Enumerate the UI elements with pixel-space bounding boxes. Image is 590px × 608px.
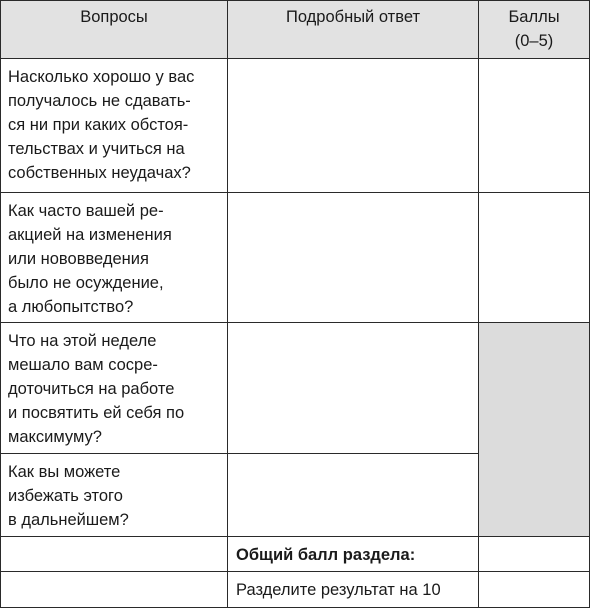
header-score-range: (0–5) bbox=[514, 32, 554, 50]
summary-empty-cell bbox=[1, 572, 228, 608]
table-row bbox=[1, 59, 590, 193]
header-answer-label: Подробный ответ bbox=[285, 8, 420, 26]
header-answer bbox=[228, 1, 479, 59]
summary-empty-cell bbox=[1, 537, 228, 572]
summary-row-total bbox=[1, 537, 590, 572]
summary-row-divide bbox=[1, 572, 590, 608]
score-cell[interactable] bbox=[479, 193, 590, 323]
divide-note-cell bbox=[228, 572, 479, 608]
answer-cell[interactable] bbox=[228, 193, 479, 323]
total-label-cell bbox=[228, 537, 479, 572]
table-row bbox=[1, 323, 590, 454]
answer-cell[interactable] bbox=[228, 323, 479, 454]
question-cell bbox=[1, 59, 228, 193]
divide-note: Разделите результат на 10 bbox=[236, 581, 441, 599]
header-score-label: Баллы bbox=[508, 8, 560, 26]
table-header-row bbox=[1, 1, 590, 59]
question-cell bbox=[1, 454, 228, 537]
final-score-cell[interactable] bbox=[479, 572, 590, 608]
score-cell-shaded bbox=[479, 323, 590, 537]
header-questions-label: Вопросы bbox=[80, 8, 148, 26]
score-cell[interactable] bbox=[479, 59, 590, 193]
question-text: Что на этой неделе мешало вам сосре- доточиться на работе и посвятить ей себя по максимуму? bbox=[8, 332, 185, 446]
question-cell bbox=[1, 193, 228, 323]
table-row bbox=[1, 193, 590, 323]
question-text: Как вы можете избежать этого в дальнейшем? bbox=[8, 463, 129, 529]
total-label: Общий балл раздела: bbox=[236, 546, 416, 564]
header-score bbox=[479, 1, 590, 59]
question-cell bbox=[1, 323, 228, 454]
question-text: Как часто вашей ре- акцией на изменения или нововведения было не осуждение, а любопытство? bbox=[8, 202, 172, 316]
total-score-cell[interactable] bbox=[479, 537, 590, 572]
answer-cell[interactable] bbox=[228, 454, 479, 537]
question-text: Насколько хорошо у вас получалось не сдавать- ся ни при каких обстоя- тельствах и учиться на собственных неудачах? bbox=[8, 68, 195, 182]
answer-cell[interactable] bbox=[228, 59, 479, 193]
header-questions bbox=[1, 1, 228, 59]
